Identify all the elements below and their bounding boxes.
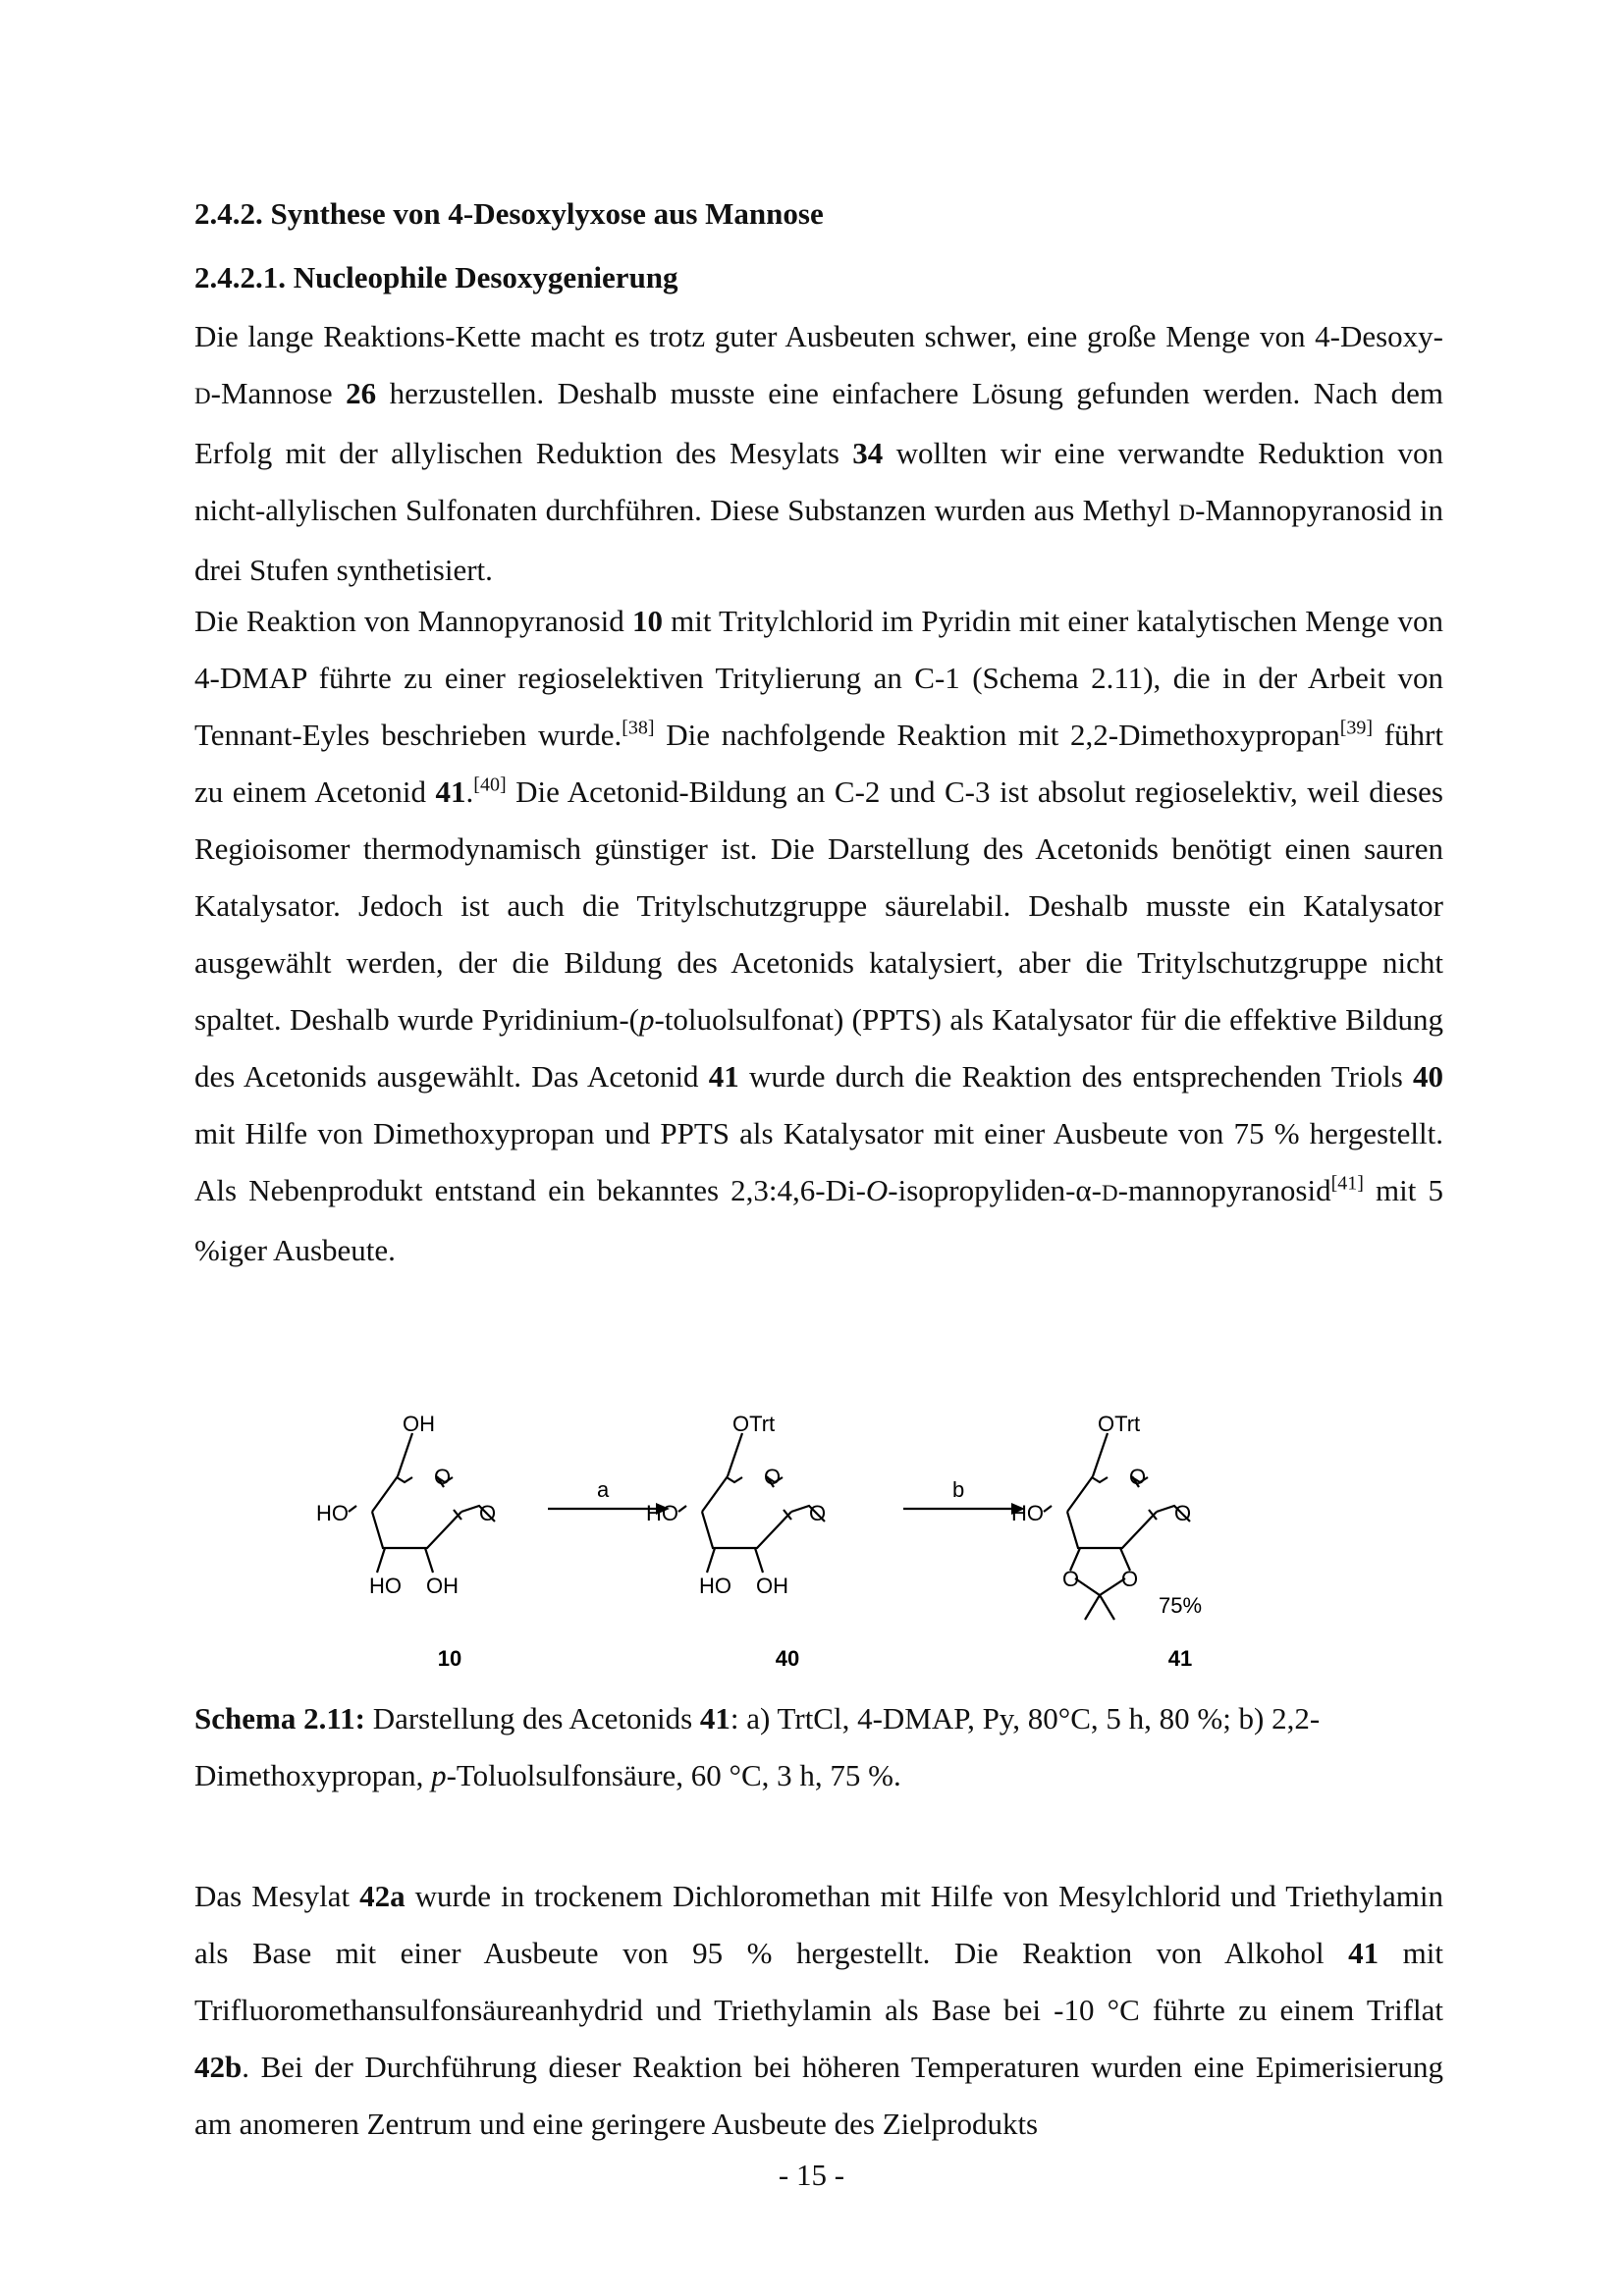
compound-ref: 10 [631, 604, 663, 638]
arrow-a-label: a [597, 1477, 610, 1502]
label-acetal-o: O [1121, 1567, 1139, 1591]
compound-ref: 41 [435, 774, 466, 809]
citation: [40] [473, 774, 507, 796]
molecule-40 [678, 1433, 825, 1573]
label-acetal-o: O [1062, 1567, 1080, 1591]
compound-number: 40 [775, 1646, 800, 1671]
molecule-41 [1044, 1433, 1190, 1620]
compound-ref: 40 [1413, 1059, 1443, 1094]
label-ho: HO [316, 1501, 349, 1525]
compound-ref: 42a [359, 1879, 406, 1913]
citation: [41] [1330, 1172, 1364, 1195]
yield-label: 75% [1159, 1593, 1203, 1618]
compound-ref: 41 [1348, 1936, 1380, 1970]
compound-ref: 42b [194, 2050, 243, 2084]
label-ome-o: O [1174, 1501, 1192, 1525]
label-oh: OH [403, 1412, 435, 1436]
molecule-10 [349, 1433, 495, 1573]
label-otrt: OTrt [732, 1412, 776, 1436]
subsection-heading: 2.4.2.1. Nucleophile Desoxygenierung [194, 260, 678, 294]
reaction-scheme [295, 1384, 1335, 1679]
label-ho: HO [646, 1501, 678, 1525]
section-heading: 2.4.2. Synthese von 4-Desoxylyxose aus Mannose [194, 196, 824, 231]
label-oh: OH [426, 1574, 459, 1598]
compound-ref: 26 [346, 376, 377, 410]
paragraph-1: Die lange Reaktions-Kette macht es trotz guter Ausbeuten schwer, eine große Menge von 4-Desoxy-D-Mannose 26 herzustellen. Deshalb musste eine einfachere Lösung gefunden werden. Nach dem Erfolg mit der allylischen Reduktion des Mesylats 34 wollten wir eine verwandte Reduktion von nicht-allylischen Sulfonaten durchführen. Diese Substanzen wurden aus Methyl D-Mannopyranosid in drei Stufen synthetisiert. [194, 319, 1443, 587]
paragraph-2: Die Reaktion von Mannopyranosid 10 mit Tritylchlorid im Pyridin mit einer katalytischen Menge von 4-DMAP führte zu einer regioselektiven Tritylierung an C-1 (Schema 2.11), die in der Arbeit von Tennant-Eyles beschrieben wurde.[38] Die nachfolgende Reaktion mit 2,2-Dimethoxypropan[39] führt zu einem Acetonid 41.[40] Die Acetonid-Bildung an C-2 und C-3 ist absolut regioselektiv, weil dieses Regioisomer thermodynamisch günstiger ist. Die Darstellung des Acetonids benötigt einen sauren Katalysator. Jedoch ist auch die Tritylschutzgruppe säurelabil. Deshalb musste ein Katalysator ausgewählt werden, der die Bildung des Acetonids katalysiert, aber die Tritylschutzgruppe nicht spaltet. Deshalb wurde Pyridinium-(p-toluolsulfonat) (PPTS) als Katalysator für die effektive Bildung des Acetonids ausgewählt. Das Acetonid 41 wurde durch die Reaktion des entsprechenden Triols 40 mit Hilfe von Dimethoxypropan und PPTS als Katalysator mit einer Ausbeute von 75 % hergestellt. Als Nebenprodukt entstand ein bekanntes 2,3:4,6-Di-O-isopropyliden-α-D-mannopyranosid[41] mit 5 %iger Ausbeute. [194, 604, 1443, 1267]
citation: [38] [622, 717, 655, 739]
label-ome-o: O [809, 1501, 827, 1525]
label-otrt: OTrt [1098, 1412, 1141, 1436]
label-ho: HO [699, 1574, 731, 1598]
label-ho: HO [1011, 1501, 1044, 1525]
citation: [39] [1339, 717, 1374, 739]
compound-ref: 41 [708, 1059, 739, 1094]
label-ring-o: O [764, 1465, 782, 1489]
page-number: - 15 - [778, 2158, 845, 2192]
arrow-b-label: b [952, 1477, 965, 1502]
label-oh: OH [756, 1574, 788, 1598]
label-ring-o: O [434, 1465, 452, 1489]
compound-number: 41 [1167, 1646, 1193, 1671]
paragraph-3: Das Mesylat 42a wurde in trockenem Dichloromethan mit Hilfe von Mesylchlorid und Triethylamin als Base mit einer Ausbeute von 95 % hergestellt. Die Reaktion von Alkohol 41 mit Trifluoromethansulfonsäureanhydrid und Triethylamin als Base bei -10 °C führte zu einem Triflat 42b. Bei der Durchführung dieser Reaktion bei höheren Temperaturen wurden eine Epimerisierung am anomeren Zentrum und eine geringere Ausbeute des Zielprodukts [194, 1879, 1443, 2141]
compound-ref: 41 [699, 1701, 730, 1735]
compound-number: 10 [437, 1646, 462, 1671]
label-ho: HO [369, 1574, 402, 1598]
compound-ref: 34 [852, 436, 884, 470]
label-ring-o: O [1129, 1465, 1147, 1489]
scheme-caption: Schema 2.11: Darstellung des Acetonids 41: a) TrtCl, 4-DMAP, Py, 80°C, 5 h, 80 %; b) 2,2-Dimethoxypropan, p-Toluolsulfonsäure, 60 °C, 3 h, 75 %. [194, 1701, 1321, 1792]
label-ome-o: O [479, 1501, 497, 1525]
